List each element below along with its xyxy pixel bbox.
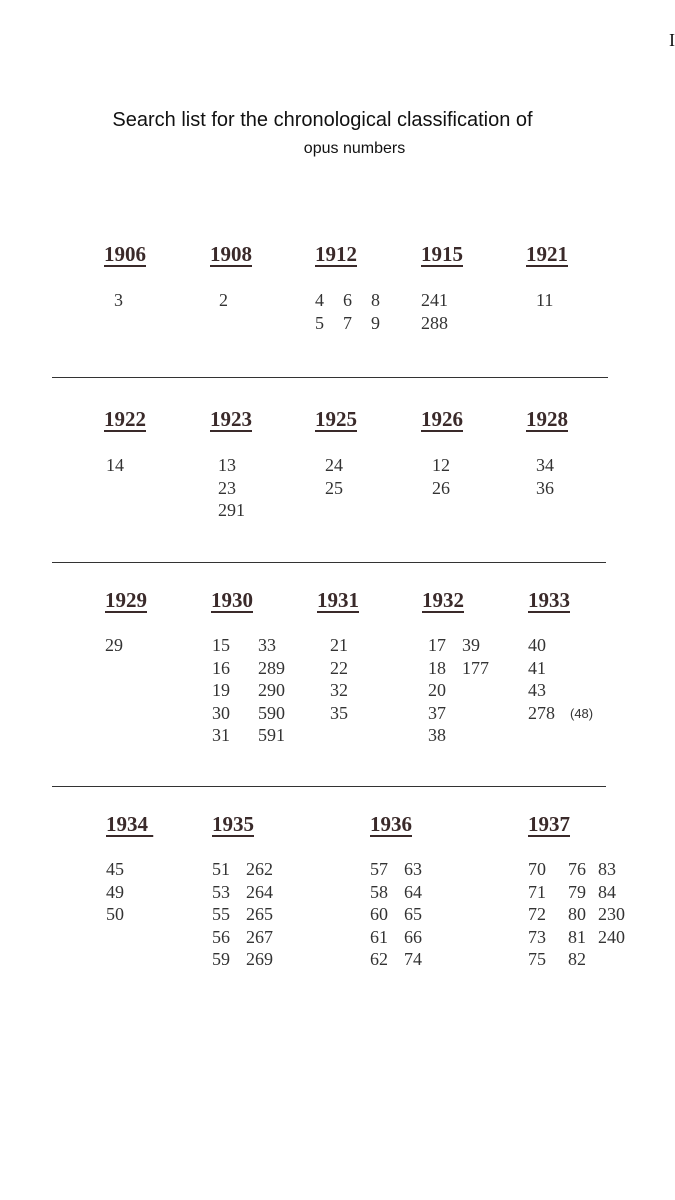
opus-number: 53 [212, 881, 230, 902]
opus-number: 76 [568, 859, 586, 879]
opus-number: 75 [528, 949, 546, 969]
opus-number: 289 [258, 657, 285, 678]
opus-number: 29 [105, 635, 123, 655]
opus-number: 19 [212, 680, 230, 700]
opus-number: 264 [246, 881, 273, 902]
opus-number: 33 [258, 635, 276, 655]
opus-note: (48) [570, 705, 594, 721]
opus-number: 50 [106, 904, 124, 924]
opus-number: 267 [246, 926, 273, 947]
opus-number: 62 [370, 949, 388, 969]
year-heading: 1934 [106, 812, 154, 836]
opus-number: 11 [536, 290, 554, 310]
year-heading: 1922 [104, 407, 146, 431]
opus-number: 39 [462, 635, 480, 655]
year-heading: 1935 [212, 812, 254, 836]
opus-number: 30 [212, 702, 230, 723]
opus-number: 64 [404, 881, 422, 902]
opus-number: 262 [246, 859, 273, 879]
opus-number: 61 [370, 926, 388, 947]
opus-number: 20 [428, 680, 446, 700]
opus-number: 278 [528, 702, 555, 723]
opus-number: 35 [330, 702, 348, 723]
year-heading: 1926 [421, 407, 463, 431]
year-heading: 1930 [211, 588, 253, 612]
opus-number: 79 [568, 881, 586, 902]
opus-number: 21 [330, 635, 348, 655]
year-heading: 1936 [370, 812, 412, 836]
page-title: Search list for the chronological classification of [112, 109, 533, 131]
opus-number: 288 [421, 312, 448, 333]
opus-number: 73 [528, 926, 546, 947]
opus-number: 18 [428, 657, 446, 678]
opus-number: 15 [212, 635, 230, 655]
opus-number: 45 [106, 859, 124, 879]
year-heading: 1912 [315, 242, 357, 266]
opus-number: 84 [598, 881, 616, 902]
opus-number: 51 [212, 859, 230, 879]
opus-number: 230 [598, 904, 625, 924]
opus-number: 31 [212, 725, 230, 745]
year-heading: 1915 [421, 242, 463, 266]
opus-number: 24 [325, 455, 343, 475]
opus-number: 40 [528, 635, 546, 655]
opus-number: 70 [528, 859, 546, 879]
opus-number: 5 [315, 312, 324, 333]
opus-number: 14 [106, 455, 124, 475]
section-divider [52, 377, 608, 378]
year-heading: 1908 [210, 242, 252, 266]
opus-number: 65 [404, 904, 422, 924]
opus-number: 8 [371, 290, 380, 310]
opus-number: 4 [315, 290, 324, 310]
opus-number: 241 [421, 290, 448, 310]
opus-number: 43 [528, 680, 546, 700]
opus-number: 291 [218, 500, 245, 520]
opus-number: 72 [528, 904, 546, 924]
opus-number: 6 [343, 290, 352, 310]
opus-number: 82 [568, 949, 586, 969]
opus-number: 25 [325, 477, 343, 498]
opus-number: 265 [246, 904, 273, 924]
opus-number: 63 [404, 859, 422, 879]
year-heading: 1906 [104, 242, 146, 266]
opus-number: 269 [246, 949, 273, 969]
opus-number: 66 [404, 926, 422, 947]
opus-number: 58 [370, 881, 388, 902]
opus-number: 32 [330, 680, 348, 700]
opus-number: 59 [212, 949, 230, 969]
year-heading: 1931 [317, 588, 359, 612]
opus-number: 49 [106, 881, 124, 902]
year-heading: 1929 [105, 588, 147, 612]
year-heading: 1933 [528, 588, 570, 612]
opus-number: 16 [212, 657, 230, 678]
opus-number: 74 [404, 949, 422, 969]
opus-number: 34 [536, 455, 554, 475]
opus-number: 23 [218, 477, 236, 498]
year-heading: 1932 [422, 588, 464, 612]
opus-number: 81 [568, 926, 586, 947]
page-subtitle: opus numbers [303, 140, 406, 157]
opus-number: 7 [343, 312, 352, 333]
opus-number: 83 [598, 859, 616, 879]
year-heading: 1923 [210, 407, 252, 431]
year-heading: 1921 [526, 242, 568, 266]
opus-number: 37 [428, 702, 446, 723]
opus-number: 177 [462, 657, 489, 678]
opus-number: 80 [568, 904, 586, 924]
opus-number: 57 [370, 859, 388, 879]
opus-number: 13 [218, 455, 236, 475]
opus-number: 22 [330, 657, 348, 678]
opus-number: 2 [219, 290, 228, 310]
opus-number: 38 [428, 725, 446, 745]
opus-number: 290 [258, 680, 285, 700]
opus-number: 9 [371, 312, 380, 333]
opus-number: 60 [370, 904, 388, 924]
opus-number: 3 [114, 290, 123, 310]
opus-number: 240 [598, 926, 625, 947]
page-edge-mark: I [669, 30, 675, 50]
section-divider [52, 562, 606, 563]
opus-number: 591 [258, 725, 285, 745]
opus-number: 36 [536, 477, 554, 498]
opus-number: 71 [528, 881, 546, 902]
section-divider [52, 786, 606, 787]
year-heading: 1937 [528, 812, 570, 836]
opus-number: 26 [432, 477, 450, 498]
year-heading: 1928 [526, 407, 568, 431]
opus-number: 56 [212, 926, 230, 947]
opus-number: 55 [212, 904, 230, 924]
opus-number: 41 [528, 657, 546, 678]
opus-number: 590 [258, 702, 285, 723]
opus-number: 12 [432, 455, 450, 475]
opus-number: 17 [428, 635, 446, 655]
year-heading: 1925 [315, 407, 357, 431]
